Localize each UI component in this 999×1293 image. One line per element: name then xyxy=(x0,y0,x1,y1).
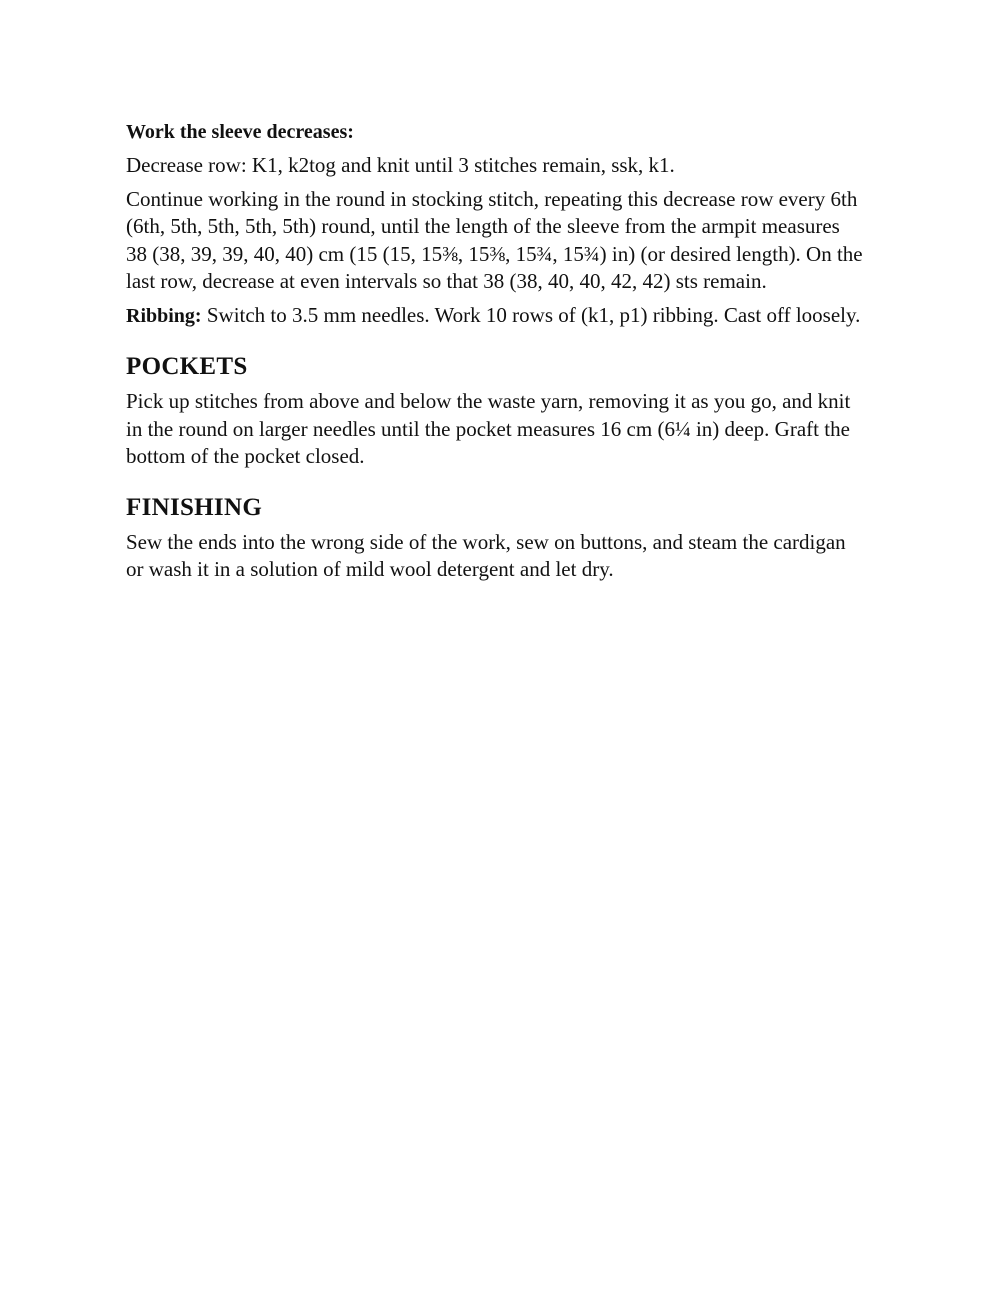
finishing-heading: FINISHING xyxy=(126,493,263,521)
ribbing-paragraph xyxy=(126,302,866,331)
sleeve-decreases-heading: Work the sleeve decreases: xyxy=(126,121,354,143)
pockets-paragraph: Pick up stitches from above and below the waste yarn, removing it as you go, and knit in the round on larger needles until the pocket measures 16 cm (6¼ in) deep. Graft the bottom of the pocket closed. xyxy=(126,389,851,468)
decrease-row-paragraph: Decrease row: K1, k2tog and knit until 3 stitches remain, ssk, k1. xyxy=(126,153,675,177)
ribbing-text: Switch to 3.5 mm needles. Work 10 rows of (k1, p1) ribbing. Cast off loosely. xyxy=(201,302,861,327)
continue-paragraph: Continue working in the round in stocking stitch, repeating this decrease row every 6th (6th, 5th, 5th, 5th, 5th) round, until the length of the sleeve from the armpit measures 38 (38, 39, 39, 40, 40) cm (15 (15, 15⅜, 15⅜, 15¾, 15¾) in) (or desired length). On the last row, decrease at even intervals so that 38 (38, 40, 40, 42, 42) sts remain. xyxy=(126,186,863,293)
document-page xyxy=(126,118,866,590)
ribbing-label: Ribbing: xyxy=(126,304,202,327)
finishing-paragraph: Sew the ends into the wrong side of the work, sew on buttons, and steam the cardigan or wash it in a solution of mild wool detergent and let dry. xyxy=(126,529,846,581)
pockets-heading: POCKETS xyxy=(126,353,248,380)
